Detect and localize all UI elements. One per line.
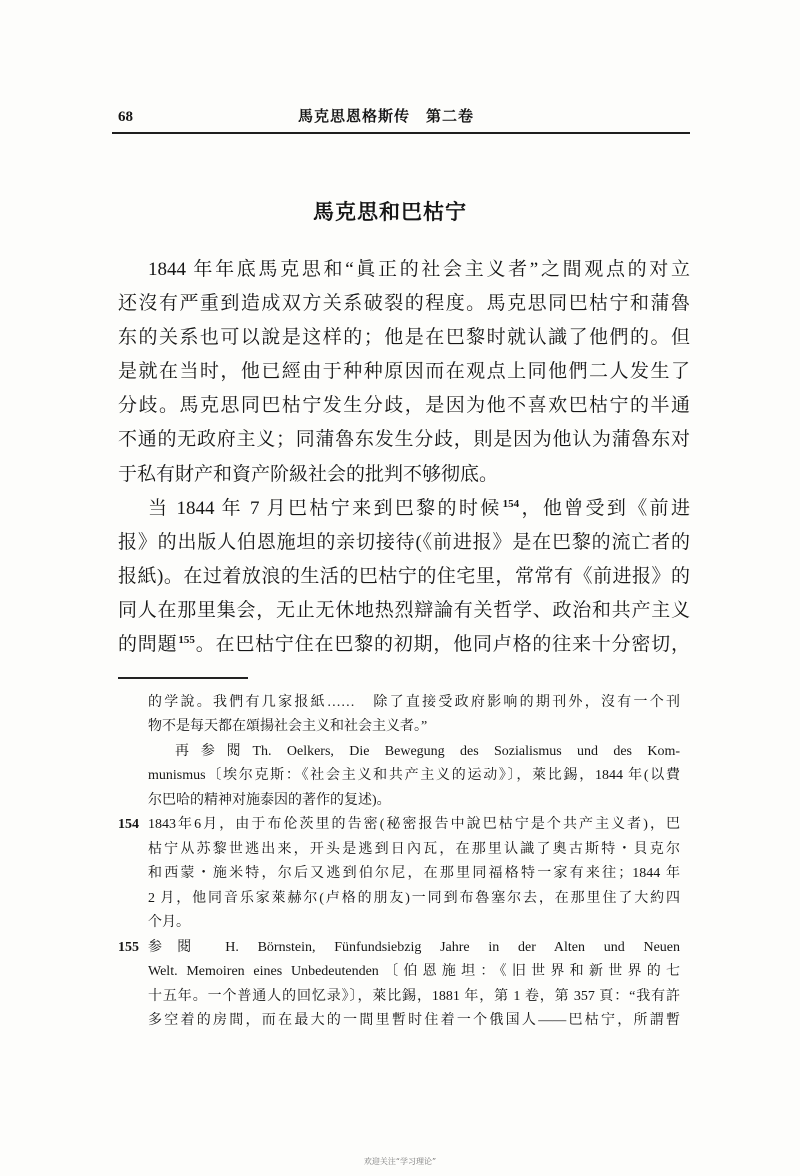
body-line-text: 的問題: [118, 634, 178, 656]
footnote-line: 个月。: [148, 915, 190, 931]
footnote-line: Welt. Memoiren eines Unbedeutenden〔伯恩施坦：《旧世界和新世界的七: [148, 964, 680, 980]
footnote-line: munismus〔埃尔克斯：《社会主义和共产主义的运动》〕，萊比錫，1844 年(以費: [148, 768, 680, 784]
footnote-155: [118, 936, 680, 1034]
footnote-line: 尔巴哈的精神对施泰因的著作的复述)。: [148, 792, 391, 808]
body-line: 还沒有严重到造成双方关系破裂的程度。馬克思同巴枯宁和蒲魯: [118, 293, 690, 315]
paragraph-1: [118, 253, 690, 492]
body-line: 分歧。馬克思同巴枯宁发生分歧，是因为他不喜欢巴枯宁的半通: [118, 395, 690, 417]
footnote-line: 2 月，他同音乐家萊赫尔(卢格的朋友)一同到布魯塞尔去，在那里住了大約四: [148, 890, 680, 906]
footnote-line: 枯宁从苏黎世逃出来，开头是逃到日內瓦，在那里认識了奧古斯特・貝克尔: [148, 841, 680, 857]
body-line: [118, 628, 690, 662]
body-line: 是就在当时，他已經由于种种原因而在观点上同他們二人发生了: [118, 361, 690, 383]
footnote-continued: [148, 691, 680, 814]
body-line-text: ，他曾受到《前进: [519, 497, 690, 519]
body-line-text: 当 1844 年 7 月巴枯宁来到巴黎的时候: [148, 497, 502, 519]
header-rule: [112, 132, 690, 134]
running-title: 馬克思恩格斯传 第二卷: [298, 109, 475, 125]
body-line: 于私有財产和資产阶級社会的批判不够彻底。: [118, 463, 499, 485]
footnote-154: [118, 813, 680, 936]
body-line: 同人在那里集会，无止无休地热烈辯論有关哲学、政治和共产主义: [118, 599, 690, 621]
body-text: [118, 253, 690, 662]
footnote-reference-154: 154: [502, 497, 520, 510]
footnote-line: [118, 936, 680, 961]
body-line: [118, 492, 690, 526]
body-line: 1844 年年底馬克思和“眞正的社会主义者”之間观点的对立: [148, 259, 690, 280]
body-line: 报紙)。在过着放浪的生活的巴枯宁的住宅里，常常有《前进报》的: [118, 565, 690, 587]
footnote-marker-155: 155: [118, 939, 139, 955]
body-line: 不通的无政府主义；同蒲魯东发生分歧，則是因为他认为蒲魯东对: [118, 429, 690, 451]
paragraph-2: [118, 492, 690, 662]
footnote-line-text: 1843年6月，由于布伦茨里的告密(秘密报告中說巴枯宁是个共产主义者)，巴: [148, 817, 680, 833]
footnote-line: 多空着的房間，而在最大的一間里暫时住着一个俄国人——巴枯宁，所謂暫: [148, 1013, 680, 1029]
footnote-line: [118, 813, 680, 838]
body-line-text: 。在巴枯宁住在巴黎的初期，他同卢格的往来十分密切，: [194, 634, 690, 656]
footnote-rule: [118, 677, 248, 679]
footnote-line: 的学說。我們有几家报紙…… 除了直接受政府影响的期刊外，沒有一个刊: [148, 694, 680, 710]
footnote-line-text: 参閱 H. Börnstein, Fünfundsiebzig Jahre in der Alten und Neuen: [148, 939, 680, 955]
footnote-marker-154: 154: [118, 817, 139, 833]
body-line: 东的关系也可以說是这样的；他是在巴黎时就认識了他們的。但: [118, 327, 690, 349]
footnotes: [118, 691, 680, 1034]
footnote-line: 和西蒙・施米特，尔后又逃到伯尔尼，在那里同福格特一家有来往；1844 年: [148, 866, 680, 882]
section-title: 馬克思和巴枯宁: [313, 200, 467, 224]
footnote-reference-155: 155: [178, 634, 195, 647]
footnote-line: 再参閱Th. Oelkers, Die Bewegung des Sozialismus und des Kom-: [175, 743, 680, 759]
footnote-line: 物不是每天都在頌揚社会主义和社会主义者。”: [148, 719, 428, 735]
watermark: 欢迎关注“学习理论”: [363, 1157, 437, 1166]
footnote-line: 十五年。一个普通人的回忆录》〕，萊比錫，1881 年，第 1 卷，第 357 頁：“我有許: [148, 988, 680, 1004]
page-number: 68: [118, 109, 133, 125]
body-line: 报》的出版人伯恩施坦的亲切接待(《前进报》是在巴黎的流亡者的: [118, 531, 690, 553]
